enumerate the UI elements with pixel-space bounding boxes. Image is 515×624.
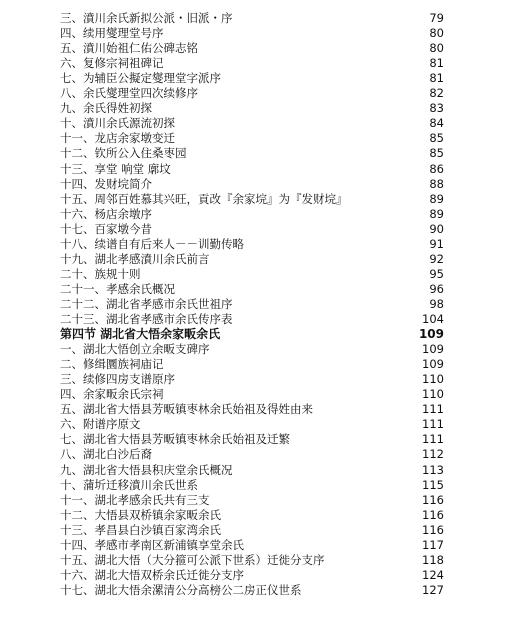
- toc-entry-title: 十三、孝昌县白沙镇百家湾余氏: [60, 522, 221, 537]
- toc-entry-title: 十、濆川余氏源流初探: [60, 116, 175, 131]
- toc-entry-page-number: 81: [429, 71, 444, 86]
- toc-entry-page-number: 81: [429, 56, 444, 71]
- toc-entry-title: 二、修缉圜族祠庙记: [60, 357, 164, 372]
- toc-entry-page-number: 110: [422, 372, 444, 387]
- toc-entry-title: 一、湖北大悟创立余畈支碑序: [60, 342, 210, 357]
- toc-entry-title: 二十一、孝感余氏概况: [60, 281, 175, 296]
- toc-entry-page-number: 116: [422, 507, 444, 522]
- toc-entry-title: 十四、发财垸简介: [60, 176, 152, 191]
- toc-entry-title: 五、湖北省大悟县芳畈镇枣林余氏始祖及得姓由来: [60, 402, 313, 417]
- toc-entry-title: 十九、湖北孝感濆川余氏前言: [60, 251, 210, 266]
- toc-entry-page-number: 104: [422, 312, 444, 326]
- toc-entry-page-number: 110: [422, 387, 444, 402]
- toc-entry-title: 九、湖北省大悟县积庆堂余氏概况: [60, 462, 233, 477]
- toc-entry-page-number: 83: [429, 101, 444, 116]
- toc-entry-title: 九、余氏得姓初探: [60, 101, 152, 116]
- toc-entry-page-number: 118: [422, 552, 444, 567]
- toc-entry-page-number: 80: [429, 26, 444, 41]
- toc-entry-page-number: 113: [422, 462, 444, 477]
- toc-entry-page-number: 85: [429, 146, 444, 161]
- toc-entry-title: 三、濆川余氏新拟公派・旧派・序: [60, 11, 233, 25]
- toc-entry-title: 二十、族规十则: [60, 266, 141, 281]
- toc-entry-title: 四、余家畈余氏宗祠: [60, 387, 164, 402]
- toc-entry-page-number: 109: [422, 342, 444, 357]
- toc-entry-page-number: 91: [429, 236, 444, 251]
- toc-entry-page-number: 88: [429, 176, 444, 191]
- toc-entry-title: 第四节 湖北省大悟余家畈余氏: [60, 327, 221, 342]
- toc-entry-page-number: 116: [422, 492, 444, 507]
- toc-entry-title: 十三、享堂 响堂 廓坟: [60, 161, 171, 176]
- toc-entry-page-number: 116: [422, 522, 444, 537]
- toc-entry-page-number: 98: [429, 296, 444, 311]
- toc-entry-page-number: 111: [422, 432, 444, 447]
- toc-entry-title: 十一、湖北孝感余氏共有三支: [60, 492, 210, 507]
- toc-entry-title: 十二、钦所公入住桑枣园: [60, 146, 187, 161]
- toc-entry-page-number: 82: [429, 86, 444, 101]
- toc-entry-title: 十六、杨店余墩序: [60, 206, 152, 221]
- toc-entry-title: 七、为辅臣公擬定燮理堂字派序: [60, 71, 221, 86]
- toc-entry-title: 五、濆川始祖仁佑公碑志铭: [60, 41, 198, 56]
- toc-entry-title: 四、续用燮理堂号序: [60, 26, 164, 41]
- toc-entry-page-number: 90: [429, 221, 444, 236]
- toc-entry-page-number: 84: [429, 116, 444, 131]
- toc-entry-page-number: 112: [422, 447, 444, 462]
- toc-entry-page-number: 109: [422, 357, 444, 372]
- toc-entry-page-number: 117: [422, 537, 444, 552]
- toc-entry-page-number: 92: [429, 251, 444, 266]
- toc-entry-title: 十二、大悟县双桥镇余家畈余氏: [60, 507, 221, 522]
- toc-entry-title: 六、附谱序原文: [60, 417, 141, 432]
- toc-entry: [0, 581, 515, 599]
- toc-entry-page-number: 115: [422, 477, 444, 492]
- toc-entry-title: 二十二、湖北省孝感市余氏世祖序: [60, 296, 233, 311]
- toc-entry-title: 三、续修四房支谱原序: [60, 372, 175, 387]
- toc-entry-page-number: 80: [429, 41, 444, 56]
- toc-entry-page-number: 89: [429, 191, 444, 206]
- toc-entry-page-number: 95: [429, 266, 444, 281]
- toc-entry-title: 十、蒲圻迁移濆川余氏世系: [60, 477, 198, 492]
- toc-entry-page-number: 111: [422, 402, 444, 417]
- toc-entry-title: 六、复修宗祠祖碑记: [60, 56, 164, 71]
- toc-entry-page-number: 89: [429, 206, 444, 221]
- toc-entry-page-number: 85: [429, 131, 444, 146]
- toc-entry-title: 七、湖北省大悟县芳畈镇枣林余氏始祖及迁繁: [60, 432, 290, 447]
- toc-entry-title: 十五、周邻百姓慕其兴旺，貢改『余家垸』为『发财垸』: [60, 191, 348, 206]
- toc-entry-title: 十五、湖北大悟（大分箍可公派下世系）迁徙分支序: [60, 552, 325, 567]
- toc-entry-title: 十八、续谱自有后来人－－训勤传略: [60, 236, 244, 251]
- toc-entry-title: 二十三、湖北省孝感市余氏传序表: [60, 312, 233, 326]
- toc-entry-title: 十六、湖北大悟双桥余氏迁徙分支序: [60, 567, 244, 582]
- toc-entry-title: 十一、龙店余家墩变迁: [60, 131, 175, 146]
- toc-entry-page-number: 111: [422, 417, 444, 432]
- toc-entry-page-number: 109: [418, 327, 444, 342]
- toc-entry-title: 八、湖北白沙后裔: [60, 447, 152, 462]
- toc-entry-page-number: 79: [429, 11, 444, 25]
- toc-entry-title: 十七、湖北大悟余漯清公分高榜公二房正仪世系: [60, 582, 302, 597]
- toc-entry-title: 八、余氏燮理堂四次续修序: [60, 86, 198, 101]
- toc-entry-page-number: 86: [429, 161, 444, 176]
- toc-entry-title: 十四、孝感市孝南区新浦镇享堂余氏: [60, 537, 244, 552]
- toc-entry-page-number: 127: [422, 582, 444, 597]
- toc-entry-title: 十七、百家墩今昔: [60, 221, 152, 236]
- toc-entry-page-number: 124: [422, 567, 444, 582]
- toc-entry-page-number: 96: [429, 281, 444, 296]
